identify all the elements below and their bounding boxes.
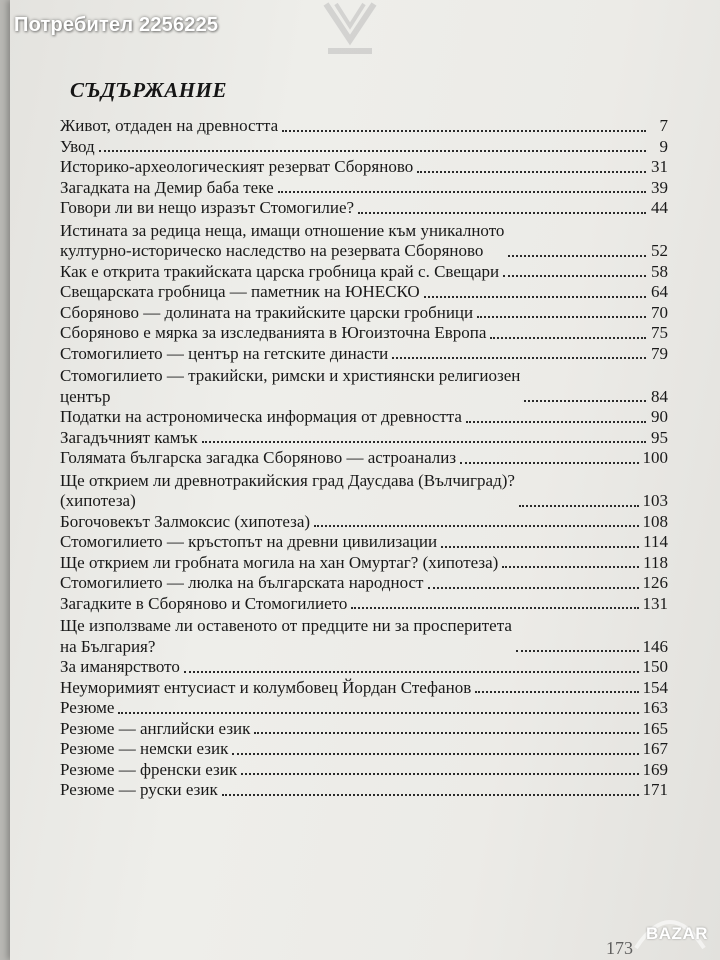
toc-entry [60,221,668,262]
toc-entry-page: 79 [651,343,668,363]
toc-entry [60,323,668,344]
toc-entry-page: 84 [651,386,668,406]
toc-entry [60,471,668,512]
toc-entry [60,760,668,781]
toc-entry-page: 171 [642,780,668,799]
toc-entry-page: 52 [651,241,668,260]
dot-leader [118,712,638,714]
dot-leader [282,130,646,132]
show-through-print [310,0,710,70]
dot-leader [502,566,639,568]
toc-entry-title: Резюме — френски език [60,759,238,779]
toc-entry-page: 44 [651,198,668,217]
toc-entry-page: 9 [659,136,668,156]
toc-entry-page: 75 [651,323,668,342]
book-page [10,0,720,960]
toc-entry-title: Стомогилието — люлка на българската народност [60,573,424,592]
toc-entry-title: Стомогилието — кръстопът на древни цивилизации [60,532,438,551]
toc-entry-title: Как е открита тракийската царска гробница край с. Свещари [60,261,500,281]
toc-entry [60,344,668,365]
dot-leader [392,357,646,359]
toc-entry [60,366,668,407]
toc-entry [60,407,668,428]
toc-entry-title: Богочовекът Залмоксис (хипотеза) [60,511,311,531]
dot-leader [477,316,646,318]
toc-entry-title: Сборяново — долината на тракийските царски гробници [60,302,474,322]
toc-entry [60,303,668,324]
toc-entry-page: 169 [642,759,668,779]
toc-entry-page: 126 [642,573,668,592]
toc-entry-title: Историко-археологическият резерват Сборяново [60,157,414,176]
toc-entry-page: 146 [642,636,668,656]
toc-entry [60,178,668,199]
toc-entry-title: Свещарската гробница — паметник на ЮНЕСКО [60,282,420,301]
toc-entry [60,739,668,760]
toc-entry-page: 100 [642,448,668,467]
dot-leader [232,753,638,755]
dot-leader [278,191,646,193]
dot-leader [314,525,638,527]
toc-entry [60,512,668,533]
dot-leader [358,212,646,214]
toc-entry-title: Ще използваме ли оставеното от предците ни за просперитета на България? [60,616,512,656]
toc-entry [60,719,668,740]
dot-leader [508,255,646,257]
toc-entry-title: Стомогилието — тракийски, римски и християнски религиозен център [60,366,521,406]
toc-entry-title: Загадъчният камък [60,427,198,447]
toc-entry-page: 150 [642,657,668,676]
dot-leader [99,150,646,152]
toc-entry-title: Загадката на Демир баба теке [60,177,274,197]
dot-leader [184,671,639,673]
toc-entry [60,157,668,178]
dot-leader [417,171,646,173]
dot-leader [351,607,638,609]
toc-entry-title: Резюме — немски език [60,739,229,758]
dot-leader [460,462,638,464]
toc-entry-page: 118 [643,552,668,572]
dot-leader [424,296,646,298]
toc-entry-title: Резюме — руски език [60,780,218,799]
toc-entry-title: Говори ли ви нещо изразът Стомогилие? [60,198,355,217]
toc-entry [60,428,668,449]
page-number: 173 [606,938,633,958]
toc-entry-title: Живот, отдаден на древността [60,116,279,135]
toc-entry [60,553,668,574]
toc-entry [60,657,668,678]
dot-leader [519,505,639,507]
toc-entry [60,198,668,219]
dot-leader [241,773,638,775]
toc-entry-page: 90 [651,407,668,426]
toc-entry-title: Истината за редица неща, имащи отношение към уникалното културно-историческо наследство на резервата Сборяново [60,220,505,260]
toc-entry-title: За иманярството [60,657,180,676]
dot-leader [441,546,639,548]
toc-heading: СЪДЪРЖАНИЕ [70,78,227,102]
dot-leader [524,400,646,402]
toc-entry-title: Податки на астрономическа информация от древността [60,407,462,426]
user-watermark: Потребител 2256225 [14,14,219,36]
toc-entry [60,532,668,553]
toc-entry-page: 163 [642,698,668,717]
dot-leader [428,587,639,589]
publisher-logo-bleed [320,0,380,62]
toc-entry-page: 103 [642,491,668,510]
dot-leader [222,794,639,796]
toc-entry-page: 58 [651,261,668,281]
toc-entry [60,616,668,657]
table-of-contents [60,116,668,801]
bazar-watermark-text: BAZAR [646,924,708,943]
toc-entry [60,116,668,137]
dot-leader [490,337,646,339]
dot-leader [516,650,639,652]
toc-entry-page: 95 [651,427,668,447]
toc-entry [60,678,668,699]
dot-leader [475,691,638,693]
toc-entry-page: 31 [651,157,668,176]
dot-leader [202,441,646,443]
toc-entry-page: 165 [642,718,668,738]
toc-entry-title: Сборяново е мярка за изследванията в Югоизточна Европа [60,323,487,342]
toc-entry [60,573,668,594]
toc-entry-page: 64 [651,282,668,301]
toc-entry [60,282,668,303]
toc-entry-page: 131 [642,593,668,613]
toc-entry-page: 7 [659,116,668,135]
toc-entry-title: Увод [60,136,95,156]
toc-entry [60,594,668,615]
toc-entry-title: Загадките в Сборяново и Стомогилието [60,593,348,613]
toc-entry [60,780,668,801]
dot-leader [254,732,638,734]
dot-leader [466,421,646,423]
toc-entry-page: 114 [643,532,668,551]
toc-entry-page: 154 [642,677,668,697]
toc-entry-title: Резюме [60,698,115,717]
toc-entry-title: Стомогилието — център на гетските династи [60,343,389,363]
dot-leader [503,275,646,277]
toc-entry-title: Резюме — английски език [60,718,251,738]
toc-entry [60,698,668,719]
toc-entry [60,262,668,283]
toc-entry [60,137,668,158]
toc-entry-title: Неуморимият ентусиаст и колумбовец Йордан Стефанов [60,677,472,697]
toc-entry-page: 108 [642,511,668,531]
toc-entry-title: Ще открием ли древнотракийския град Даусдава (Вълчиград)? (хипотеза) [60,470,515,510]
toc-entry-page: 167 [642,739,668,758]
toc-entry-title: Ще открием ли гробната могила на хан Омуртаг? (хипотеза) [60,552,499,572]
toc-entry-page: 39 [651,177,668,197]
toc-entry-title: Голямата българска загадка Сборяново — астроанализ [60,448,457,467]
toc-entry [60,448,668,469]
toc-entry-page: 70 [651,302,668,322]
